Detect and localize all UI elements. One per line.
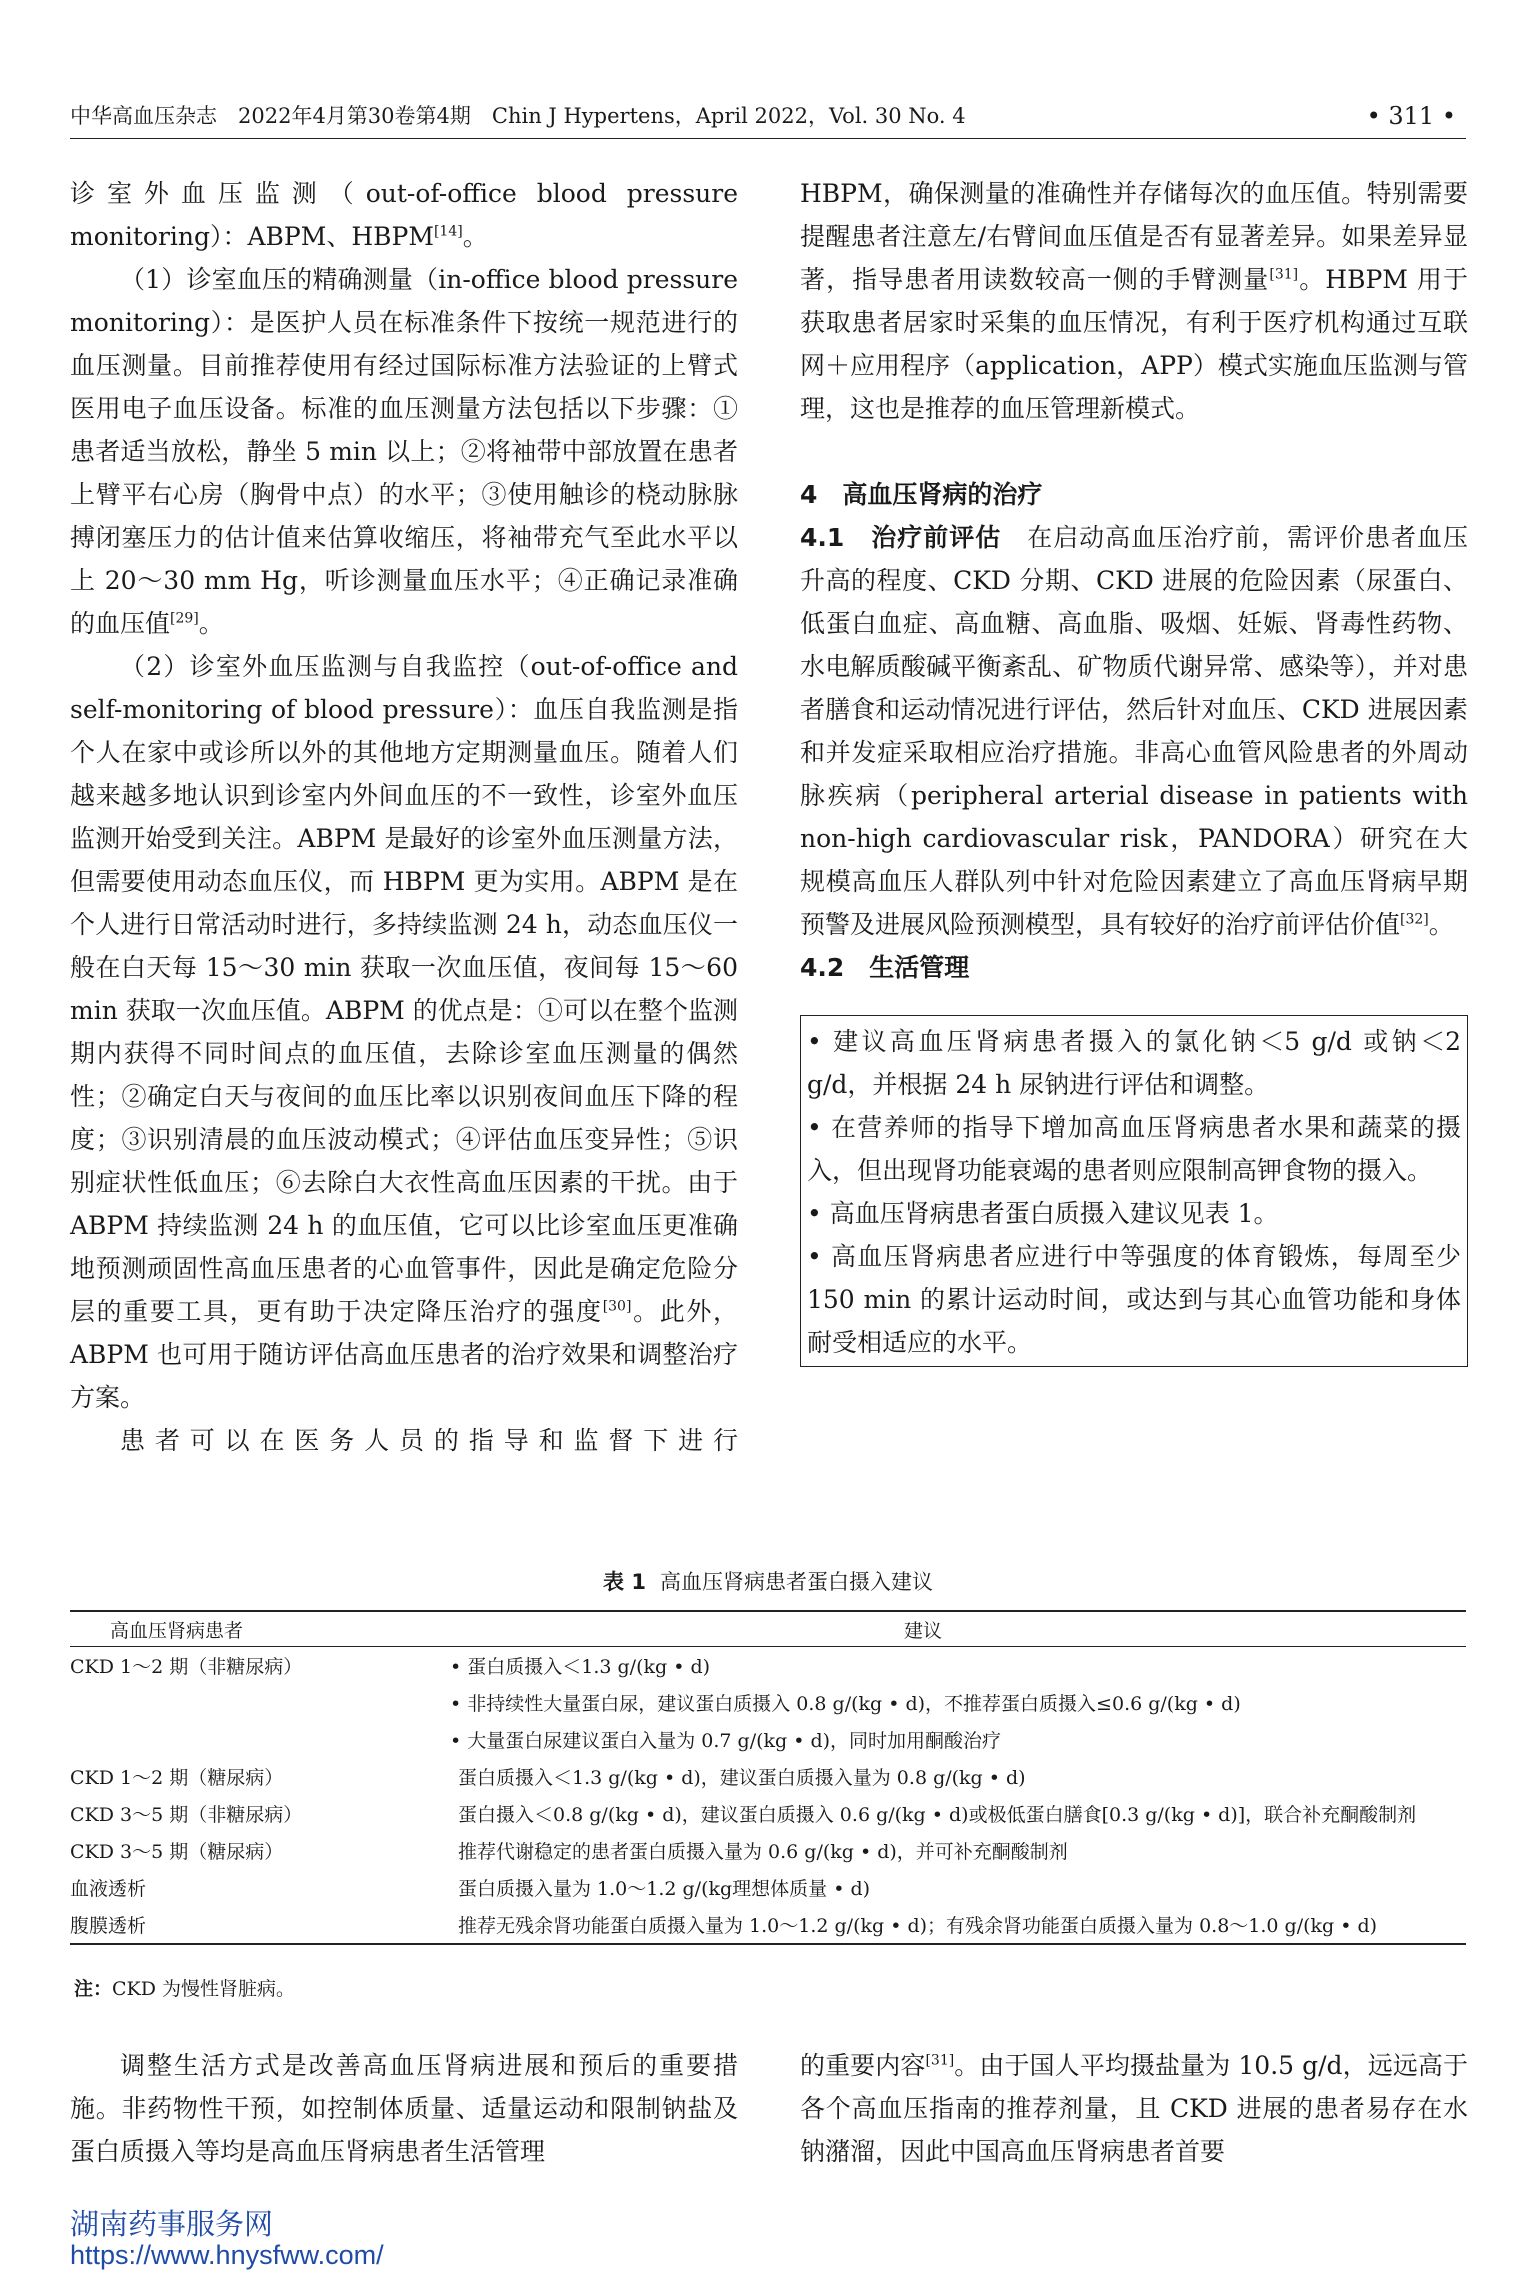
paragraph: HBPM，确保测量的准确性并存储每次的血压值。特别需要提醒患者注意左/右臂间血压值是否有显著差异。如果差异显著，指导患者用读数较高一侧的手臂测量[31]。HBPM 用于获取患者居家时采集的血压情况，有利于医疗机构通过互联网＋应用程序（application，APP）模式实施血压监测与管理，这也是推荐的血压管理新模式。 bbox=[800, 179, 1468, 423]
watermark-url[interactable]: https://www.hnysfww.com/ bbox=[70, 2240, 384, 2270]
paragraph: （2）诊室外血压监测与自我监控（out-of-office and self-monitoring of blood pressure）：血压自我监测是指个人在家中或诊所以外的其他地方定期测量血压。随着人们越来越多地认识到诊室内外间血压的不一致性，诊室外血压监测开始受到关注。ABPM 是最好的诊室外血压测量方法，但需要使用动态血压仪，而 HBPM 更为实用。ABPM 是在个人进行日常活动时进行，多持续监测 24 h，动态血压仪一般在白天每 15～30 min 获取一次血压值，夜间每 15～60 min 获取一次血压值。ABPM 的优点是：①可以在整个监测期内获得不同时间点的血压值，去除诊室血压测量的偶然性；②确定白天与夜间的血压比率以识别夜间血压下降的程度；③识别清晨的血压波动模式；④评估血压变异性；⑤识别症状性低血压；⑥去除白大衣性高血压因素的干扰。由于 ABPM 持续监测 24 h 的血压值，它可以比诊室血压更准确地预测顽固性高血压患者的心血管事件，因此是确定危险分层的重要工具，更有助于决定降压治疗的强度[30]。此外，ABPM 也可用于随访评估高血压患者的治疗效果和调整治疗方案。 bbox=[70, 652, 738, 1412]
left-column bbox=[70, 172, 738, 1462]
citation-ref[interactable]: [31] bbox=[925, 2052, 955, 2069]
recommendation-box bbox=[800, 1015, 1468, 1367]
table-note: 注：CKD 为慢性肾脏病。 bbox=[74, 1978, 296, 2000]
recommendation-item: • 建议高血压肾病患者摄入的氯化钠＜5 g/d 或钠＜2 g/d，并根据 24 h 尿钠进行评估和调整。 bbox=[807, 1027, 1461, 1099]
watermark-site-name: 湖南药事服务网 bbox=[70, 2209, 274, 2241]
table-cell-patient: CKD 3～5 期（糖尿病） bbox=[70, 1841, 284, 1863]
table-cell-advice: 推荐无残余肾功能蛋白质摄入量为 1.0～1.2 g/(kg • d)；有残余肾功能蛋白质摄入量为 0.8～1.0 g/(kg • d) bbox=[380, 1906, 1466, 1944]
subsection-heading: 4.1 治疗前评估 bbox=[800, 523, 1002, 552]
running-header bbox=[70, 98, 1466, 139]
recommendation-item: • 在营养师的指导下增加高血压肾病患者水果和蔬菜的摄入，但出现肾功能衰竭的患者则应限制高钾食物的摄入。 bbox=[807, 1113, 1461, 1185]
table-cell-patient bbox=[70, 1721, 380, 1758]
table-cell-patient: CKD 1～2 期（非糖尿病） bbox=[70, 1656, 303, 1678]
citation-ref[interactable]: [31] bbox=[1269, 266, 1299, 283]
table-cell-patient: CKD 1～2 期（糖尿病） bbox=[70, 1767, 284, 1789]
table-row bbox=[70, 1906, 1466, 1944]
paragraph: 患者可以在医务人员的指导和监督下进行 bbox=[120, 1426, 738, 1455]
recommendation-item: • 高血压肾病患者蛋白质摄入建议见表 1。 bbox=[807, 1199, 1279, 1228]
paragraph: 诊室外血压监测（out-of-office blood pressure monitoring）：ABPM、HBPM[14]。 bbox=[70, 179, 738, 251]
table-cell-advice: • 蛋白质摄入＜1.3 g/(kg • d) bbox=[450, 1656, 711, 1678]
right-column bbox=[800, 172, 1468, 1367]
recommendation-item: • 高血压肾病患者应进行中等强度的体育锻炼，每周至少 150 min 的累计运动时间，或达到与其心血管功能和身体耐受相适应的水平。 bbox=[807, 1242, 1461, 1357]
column-header-patient: 高血压肾病患者 bbox=[70, 1611, 380, 1647]
table-cell-patient: 腹膜透析 bbox=[70, 1906, 380, 1944]
table-cell-advice: 推荐代谢稳定的患者蛋白质摄入量为 0.6 g/(kg • d)，并可补充酮酸制剂 bbox=[458, 1841, 1068, 1863]
page-number: • 311 • bbox=[1366, 102, 1456, 130]
table-row bbox=[70, 1721, 1466, 1758]
table-row bbox=[70, 1647, 1466, 1685]
table-label: 表 1 bbox=[603, 1570, 646, 1594]
paragraph: 4.1 治疗前评估 在启动高血压治疗前，需评价患者血压升高的程度、CKD 分期、CKD 进展的危险因素（尿蛋白、低蛋白血症、高血糖、高血脂、吸烟、妊娠、肾毒性药物、水电解质酸碱平衡紊乱、矿物质代谢异常、感染等），并对患者膳食和运动情况进行评估，然后针对血压、CKD 进展因素和并发症采取相应治疗措施。非高心血管风险患者的外周动脉疾病（peripheral arterial disease in patients with non-high cardiovascular risk，PANDORA）研究在大规模高血压人群队列中针对危险因素建立了高血压肾病早期预警及进展风险预测模型，具有较好的治疗前评估价值[32]。 bbox=[800, 523, 1468, 939]
table-cell-patient bbox=[70, 1684, 380, 1721]
table-cell-advice: 蛋白质摄入量为 1.0～1.2 g/(kg理想体质量 • d) bbox=[458, 1878, 871, 1900]
citation-ref[interactable]: [32] bbox=[1400, 911, 1429, 928]
paragraph: 调整生活方式是改善高血压肾病进展和预后的重要措施。非药物性干预，如控制体质量、适量运动和限制钠盐及蛋白质摄入等均是高血压肾病患者生活管理 bbox=[70, 2051, 738, 2166]
table-row bbox=[70, 1869, 1466, 1906]
section-heading: 4 高血压肾病的治疗 bbox=[800, 480, 1043, 509]
citation-ref[interactable]: [29] bbox=[170, 610, 199, 627]
table-cell-advice: • 大量蛋白尿建议蛋白入量为 0.7 g/(kg • d)，同时加用酮酸治疗 bbox=[450, 1730, 1002, 1752]
table-cell-advice: 蛋白摄入＜0.8 g/(kg • d)，建议蛋白质摄入 0.6 g/(kg • d)或极低蛋白膳食[0.3 g/(kg • d)]，联合补充酮酸制剂 bbox=[458, 1804, 1417, 1826]
subsection-heading: 4.2 生活管理 bbox=[800, 953, 970, 982]
protein-intake-table bbox=[70, 1610, 1466, 1945]
table-header-row bbox=[70, 1611, 1466, 1647]
citation-ref[interactable]: [14] bbox=[433, 223, 463, 240]
citation-ref[interactable]: [30] bbox=[602, 1298, 632, 1315]
table-cell-patient: CKD 3～5 期（非糖尿病） bbox=[70, 1804, 303, 1826]
paragraph: 的重要内容[31]。由于国人平均摄盐量为 10.5 g/d，远远高于各个高血压指南的推荐剂量，且 CKD 进展的患者易存在水钠潴溜，因此中国高血压肾病患者首要 bbox=[800, 2051, 1468, 2166]
paragraph: （1）诊室血压的精确测量（in-office blood pressure monitoring）：是医护人员在标准条件下按统一规范进行的血压测量。目前推荐使用有经过国际标准方法验证的上臂式医用电子血压设备。标准的血压测量方法包括以下步骤：①患者适当放松，静坐 5 min 以上；②将袖带中部放置在患者上臂平右心房（胸骨中点）的水平；③使用触诊的桡动脉脉搏闭塞压力的估计值来估算收缩压，将袖带充气至此水平以上 20～30 mm Hg，听诊测量血压水平；④正确记录准确的血压值[29]。 bbox=[70, 265, 738, 638]
table-cell-advice: • 非持续性大量蛋白尿，建议蛋白质摄入 0.8 g/(kg • d)，不推荐蛋白质摄入≤0.6 g/(kg • d) bbox=[450, 1693, 1241, 1715]
table-row bbox=[70, 1758, 1466, 1795]
table-caption bbox=[0, 1566, 1536, 1596]
column-header-advice: 建议 bbox=[380, 1611, 1466, 1647]
bottom-left-column bbox=[70, 2044, 738, 2173]
table-cell-advice: 蛋白质摄入＜1.3 g/(kg • d)，建议蛋白质摄入量为 0.8 g/(kg • d) bbox=[458, 1767, 1026, 1789]
table-row bbox=[70, 1684, 1466, 1721]
journal-citation: 中华高血压杂志 2022年4月第30卷第4期 Chin J Hypertens，April 2022，Vol. 30 No. 4 bbox=[70, 104, 966, 128]
table-row bbox=[70, 1832, 1466, 1869]
table-row bbox=[70, 1795, 1466, 1832]
bottom-right-column bbox=[800, 2044, 1468, 2173]
table-title: 高血压肾病患者蛋白摄入建议 bbox=[659, 1570, 933, 1594]
table-cell-patient: 血液透析 bbox=[70, 1878, 147, 1900]
